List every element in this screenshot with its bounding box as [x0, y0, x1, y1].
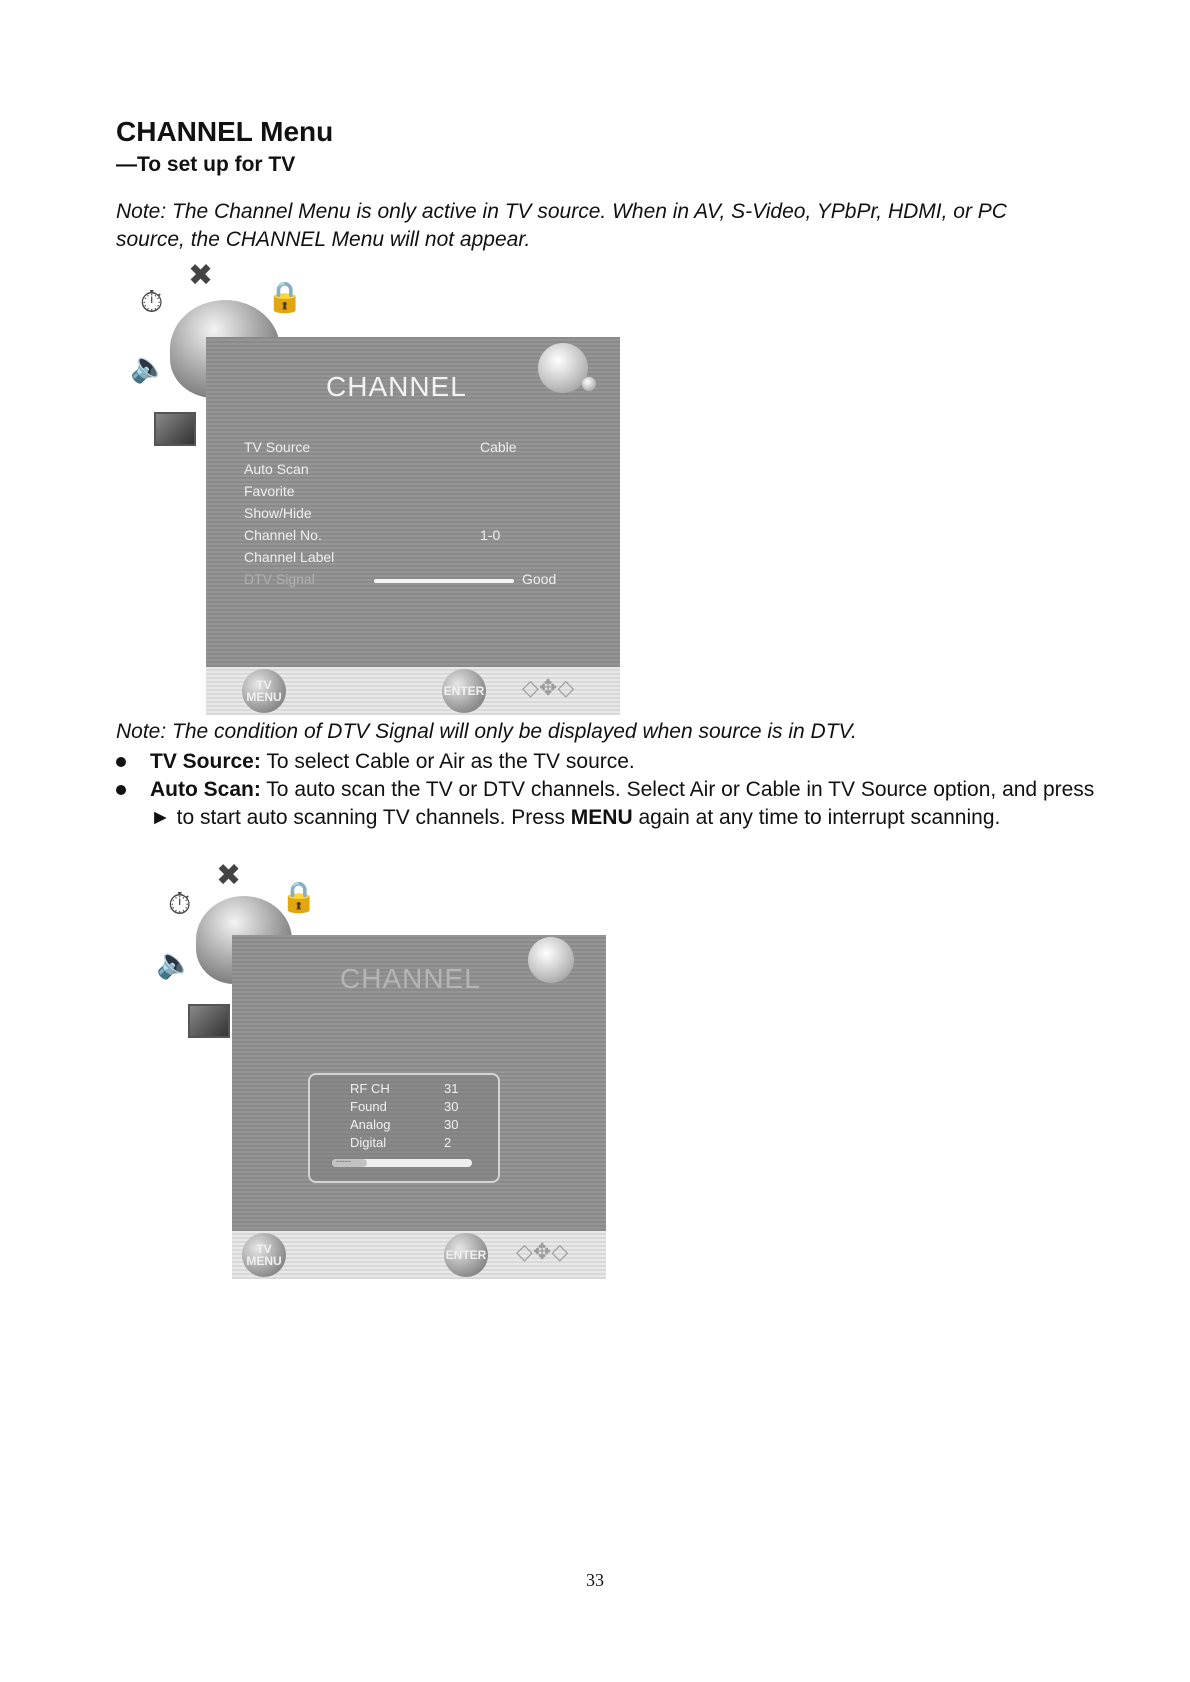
note-top: Note: The Channel Menu is only active in TV source. When in AV, S-Video, YPbPr, HDMI, or PC source, the CHANNEL Menu will not appear.	[116, 200, 1007, 251]
tv-menu-button[interactable]: TV MENU	[242, 1233, 286, 1277]
tools-icon: ✖	[216, 859, 242, 892]
menu-item-auto-scan[interactable]: Auto Scan	[244, 461, 309, 477]
page-number: 33	[586, 1570, 604, 1590]
auto-scan-screen	[232, 935, 606, 1231]
bullet-body-a: To auto scan the TV or DTV channels. Select Air or Cable in TV Source option, and press ► to start auto scanning TV channels. Press	[150, 778, 1095, 829]
menu-item-favorite[interactable]: Favorite	[244, 483, 295, 499]
bullet-auto-scan	[116, 776, 1106, 866]
bullet-dot	[116, 757, 126, 767]
bullet-text	[150, 776, 1106, 832]
enter-button[interactable]: ENTER	[442, 669, 486, 713]
menu-item-tv-source[interactable]: TV Source	[244, 439, 311, 455]
deco-bubble-small	[582, 377, 596, 391]
bullet-label: Auto Scan:	[150, 778, 261, 801]
scan-status-box	[308, 1073, 500, 1183]
tv-menu-button[interactable]: TV MENU	[242, 669, 286, 713]
bullet-body: To select Cable or Air as the TV source.	[260, 750, 635, 773]
deco-bubbles-icon	[538, 343, 588, 393]
stopwatch-icon: ⏱	[168, 888, 192, 921]
menu-value-tv-source: Cable	[480, 439, 517, 455]
monitor-icon	[154, 412, 196, 446]
channel-menu-screen	[206, 337, 620, 667]
monitor-icon	[188, 1004, 230, 1038]
menu-value-channel-no: 1-0	[480, 527, 501, 543]
menu-value-dtv-signal: Good	[522, 571, 557, 587]
lock-icon: 🔒	[266, 281, 304, 314]
menu-item-channel-no[interactable]: Channel No.	[244, 527, 322, 543]
menu-title: CHANNEL	[326, 371, 467, 402]
note-dtv: Note: The condition of DTV Signal will only be displayed when source is in DTV.	[116, 720, 857, 743]
page-title: CHANNEL Menu	[116, 116, 334, 147]
stopwatch-icon: ⏱	[140, 286, 164, 319]
scan-label-analog: Analog	[350, 1117, 391, 1132]
scan-label-found: Found	[350, 1099, 387, 1114]
scan-value-rf-ch: 31	[444, 1081, 459, 1096]
bullet-dot	[116, 785, 126, 795]
menu-item-dtv-signal: DTV Signal	[244, 571, 315, 587]
deco-bubbles-icon	[528, 937, 574, 983]
menu-footer-1	[206, 667, 620, 715]
tools-icon: ✖	[188, 259, 214, 292]
lock-icon: 🔒	[280, 881, 318, 914]
menu-footer-2	[232, 1231, 606, 1277]
scan-value-found: 30	[444, 1099, 459, 1114]
scan-label-rf-ch: RF CH	[350, 1081, 390, 1096]
scan-value-analog: 30	[444, 1117, 459, 1132]
bullet-text	[150, 748, 635, 776]
menu-item-channel-label[interactable]: Channel Label	[244, 549, 335, 565]
enter-button[interactable]: ENTER	[444, 1233, 488, 1277]
arrows-icon: ◇✥◇	[516, 1239, 569, 1264]
arrows-icon: ◇✥◇	[522, 675, 575, 700]
bullet-tv-source	[116, 748, 1106, 776]
dtv-signal-bar	[374, 579, 514, 583]
scan-progress-text: -----	[336, 1156, 351, 1166]
speaker-icon: 🔈	[130, 351, 168, 384]
bullet-label: TV Source:	[150, 750, 261, 773]
speaker-icon: 🔈	[156, 947, 194, 980]
page-subtitle: —To set up for TV	[116, 153, 296, 176]
menu-item-show-hide[interactable]: Show/Hide	[244, 505, 312, 521]
bullet-strong: MENU	[570, 806, 633, 829]
scan-value-digital: 2	[444, 1135, 452, 1150]
menu-title: CHANNEL	[340, 963, 481, 994]
scan-progress-bar	[332, 1156, 472, 1167]
scan-label-digital: Digital	[350, 1135, 387, 1150]
bullet-body-b: again at any time to interrupt scanning.	[632, 806, 1001, 829]
